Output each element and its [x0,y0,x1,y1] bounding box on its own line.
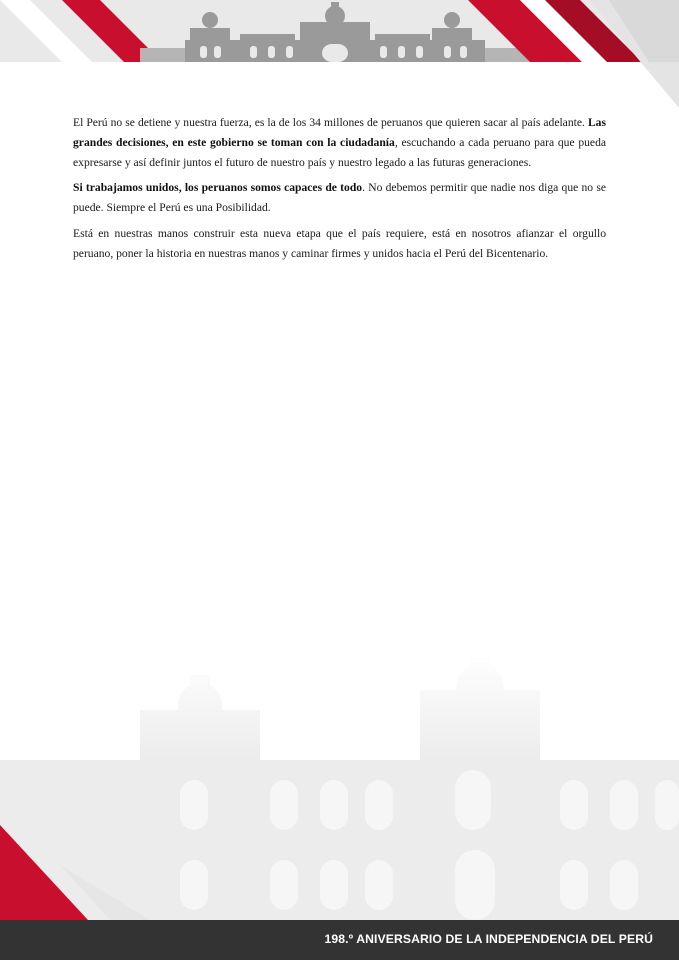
top-right-corner-decoration [589,0,679,110]
palace-facade-icon [0,0,679,62]
paragraph-1: El Perú no se detiene y nuestra fuerza, es la de los 34 millones de peruanos que quieren sacar al país adelante. Las grandes decisiones, en este gobierno se toman con la ciudadanía, escuchando a cada peruano para que pueda expresarse y así definir juntos el futuro de nuestro país y nuestro legado a las futuras generaciones. [73,116,607,169]
header-band [0,0,679,62]
paragraph-2: Si trabajamos unidos, los peruanos somos capaces de todo. No debemos permitir que nadie nos diga que no se puede. Siempre el Perú es una Posibilidad. [73,181,607,215]
paragraph-1-bold: Las grandes decisiones, en este gobierno se toman con la ciudadanía [73,116,606,149]
document-body [73,113,606,270]
paragraph-2-bold: Si trabajamos unidos, los peruanos somos capaces de todo [73,181,363,195]
footer-title: 198.º ANIVERSARIO DE LA INDEPENDENCIA DEL PERÚ [324,932,653,946]
bottom-left-red-triangle [0,825,150,920]
paragraph-3: Está en nuestras manos construir esta nueva etapa que el país requiere, está en nosotros afianzar el orgullo peruano, poner la historia en nuestras manos y caminar firmes y unidos hacia el Perú del Bicentenario. [73,226,606,260]
footer-bar [0,920,679,960]
